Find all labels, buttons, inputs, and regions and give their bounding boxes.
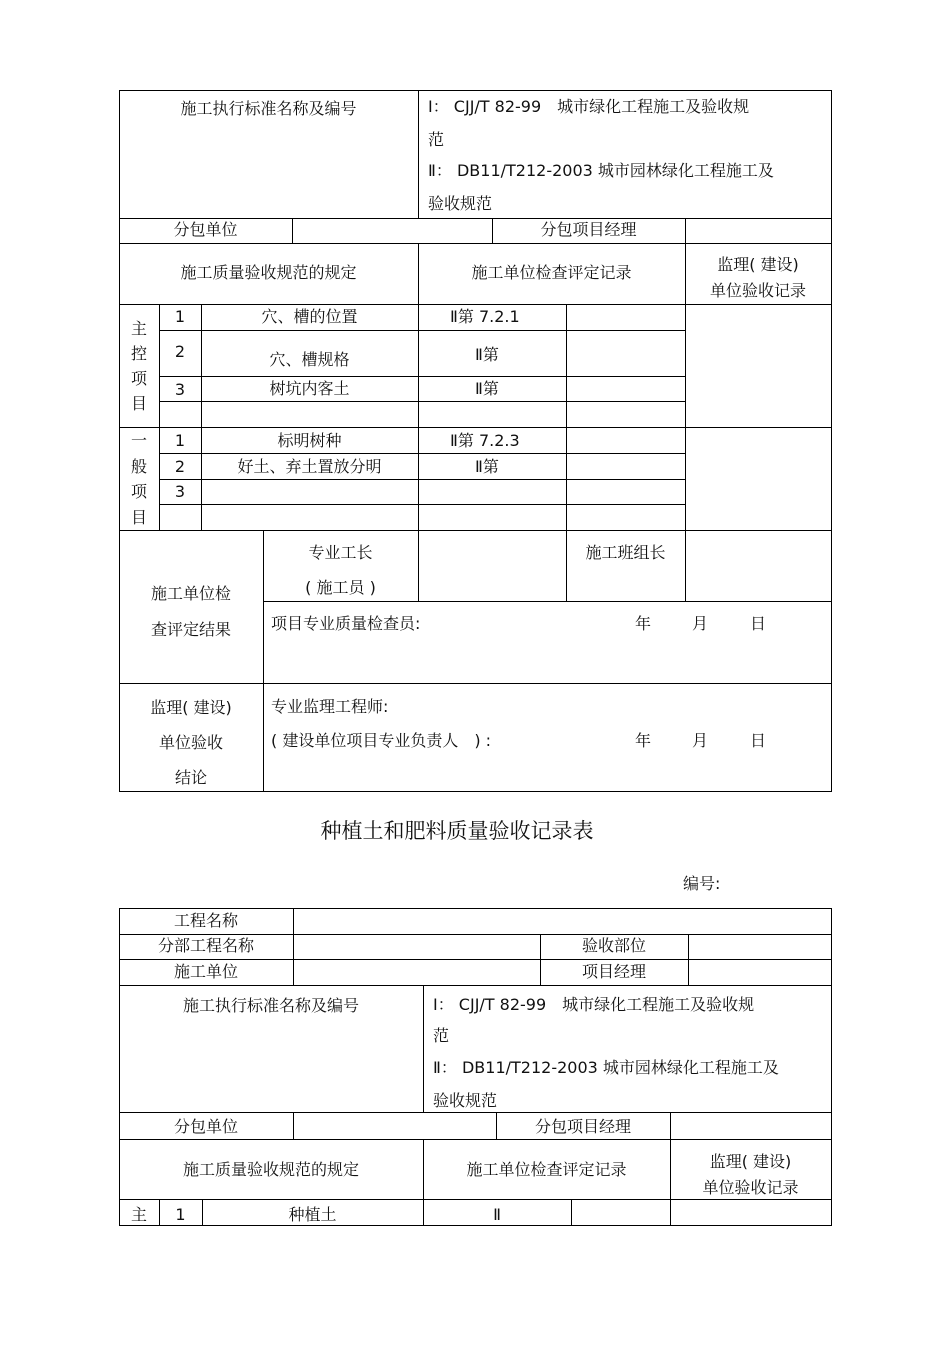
main-group-char: 主 <box>130 319 147 338</box>
item-ref: Ⅱ <box>493 1205 501 1224</box>
general-group-char: 般 <box>130 457 147 476</box>
item-name: 树坑内客土 <box>269 379 350 398</box>
acceptance-part-label: 验收部位 <box>581 936 646 955</box>
main-group-char: 目 <box>130 394 147 413</box>
standard-line-4: 验收规范 <box>428 194 493 213</box>
item-name: 种植土 <box>288 1205 337 1224</box>
sub-project-label: 分部工程名称 <box>157 936 254 955</box>
standard-line-1: Ⅰ： CJJ/T 82-99 城市绿化工程施工及验收规 <box>433 995 755 1014</box>
item-number: 2 <box>174 342 186 361</box>
day-label: 日 <box>750 614 767 633</box>
item-ref: Ⅱ第 <box>475 379 499 398</box>
spec-header: 施工质量验收规范的规定 <box>180 263 357 282</box>
general-group-char: 一 <box>130 431 147 450</box>
conclusion-label-1: 监理( 建设) <box>150 698 232 717</box>
year-label: 年 <box>635 614 652 633</box>
foreman-label-2: ( 施工员 ) <box>305 578 376 597</box>
item-name: 穴、槽规格 <box>269 350 350 369</box>
item-name: 标明树种 <box>277 431 342 450</box>
supervision-header-1: 监理( 建设) <box>709 1152 792 1171</box>
main-group-char: 主 <box>130 1205 147 1224</box>
sub-pm-label: 分包项目经理 <box>540 220 637 239</box>
item-number: 3 <box>174 482 186 501</box>
item-name: 穴、槽的位置 <box>261 307 358 326</box>
document-title: 种植土和肥料质量验收记录表 <box>320 819 594 843</box>
conclusion-label-2: 单位验收 <box>158 733 223 752</box>
standard-line-3: Ⅱ： DB11/T212-2003 城市园林绿化工程施工及 <box>428 161 774 180</box>
general-group-char: 目 <box>130 508 147 527</box>
item-ref: Ⅱ第 7.2.1 <box>450 307 520 326</box>
spec-header: 施工质量验收规范的规定 <box>182 1160 359 1179</box>
main-group-char: 项 <box>130 369 147 388</box>
supervision-header-2: 单位验收记录 <box>709 281 806 300</box>
month-label: 月 <box>692 731 709 750</box>
year-label: 年 <box>635 731 652 750</box>
item-number: 2 <box>174 457 186 476</box>
standard-line-3: Ⅱ： DB11/T212-2003 城市园林绿化工程施工及 <box>433 1058 779 1077</box>
item-number: 1 <box>174 431 186 450</box>
item-ref: Ⅱ第 <box>475 457 499 476</box>
item-ref: Ⅱ第 <box>475 345 499 364</box>
sub-pm-label: 分包项目经理 <box>534 1117 631 1136</box>
pm-label: 项目经理 <box>581 962 646 981</box>
item-name: 好土、弃土置放分明 <box>237 457 382 476</box>
owner-rep-label: ( 建设单位项目专业负责人 ) : <box>271 731 492 750</box>
supervision-header-1: 监理( 建设) <box>717 255 799 274</box>
item-number: 3 <box>174 380 186 399</box>
foreman-label-1: 专业工长 <box>308 543 373 562</box>
team-leader-label: 施工班组长 <box>585 543 666 562</box>
standard-line-4: 验收规范 <box>433 1091 498 1110</box>
engineer-label: 专业监理工程师: <box>271 697 389 716</box>
project-name-label: 工程名称 <box>173 911 238 930</box>
standard-line-1: Ⅰ： CJJ/T 82-99 城市绿化工程施工及验收规 <box>428 97 750 116</box>
standard-line-2: 范 <box>433 1026 450 1045</box>
item-number: 1 <box>174 307 186 326</box>
check-header: 施工单位检查评定记录 <box>471 263 632 282</box>
standard-label: 施工执行标准名称及编号 <box>180 99 357 118</box>
number-label: 编号: <box>683 874 721 893</box>
result-label-2: 查评定结果 <box>150 620 231 639</box>
result-label-1: 施工单位检 <box>150 584 231 603</box>
main-group-char: 控 <box>130 344 147 363</box>
check-header: 施工单位检查评定记录 <box>466 1160 627 1179</box>
item-number: 1 <box>175 1205 186 1224</box>
contractor-label: 施工单位 <box>173 962 238 981</box>
month-label: 月 <box>692 614 709 633</box>
general-group-char: 项 <box>130 482 147 501</box>
subcontractor-label: 分包单位 <box>173 1117 238 1136</box>
inspector-label: 项目专业质量检查员: <box>271 614 421 633</box>
standard-line-2: 范 <box>428 130 445 149</box>
item-ref: Ⅱ第 7.2.3 <box>450 431 520 450</box>
conclusion-label-3: 结论 <box>174 768 207 787</box>
supervision-header-2: 单位验收记录 <box>702 1178 799 1197</box>
subcontractor-label: 分包单位 <box>173 220 238 239</box>
standard-label: 施工执行标准名称及编号 <box>182 996 359 1015</box>
day-label: 日 <box>750 731 767 750</box>
